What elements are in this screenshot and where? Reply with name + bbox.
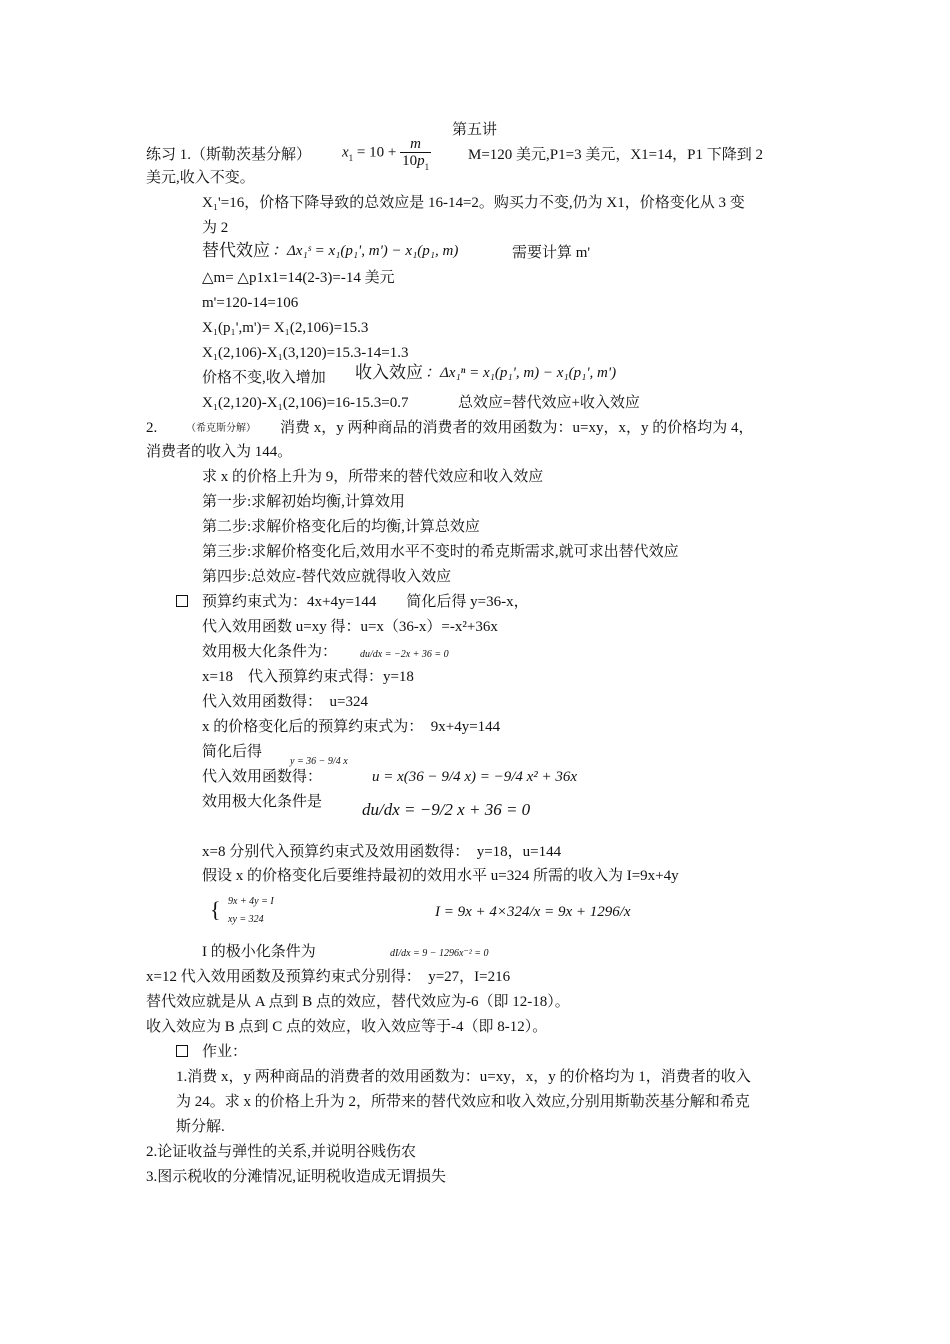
ex1-line-7: 价格不变,收入增加 [202, 370, 326, 386]
ex1-line-3: △m= △p1x1=14(2-3)=-14 美元 [202, 270, 395, 286]
ex1-label: 练习 1.（斯勒茨基分解） [146, 147, 312, 163]
checkbox-icon [176, 1042, 188, 1062]
income-result: 收入效应为 B 点到 C 点的效应，收入效应等于-4（即 8-12）。 [146, 1019, 548, 1035]
max-condition-label: 效用极大化条件为： [202, 644, 338, 660]
ex1-line-1: X₁'=16，价格下降导致的总效应是 16-14=2。购买力不变,仍为 X1，价格变化从 3 变 [202, 195, 745, 211]
ex1-formula: $x_1 = 10$ + $\frac{m}{10p_1}$ [342, 136, 430, 172]
step-3: 第三步:求解价格变化后,效用水平不变时的希克斯需求,就可求出替代效应 [202, 544, 679, 560]
step-4: 第四步:总效应-替代效应就得收入效应 [202, 569, 452, 585]
substitution-effect-formula: ：Δx₁ˢ = x₁(p₁', m') − x₁(p₁, m) [272, 243, 459, 259]
substitution-effect-note: 需要计算 m' [512, 245, 591, 261]
hicks-solution: x=12 代入效用函数及预算约束式分别得： y=27，I=216 [146, 969, 511, 985]
checkbox-icon [176, 592, 188, 612]
ex1-line-5: X₁(p₁',m')= X₁(2,106)=15.3 [202, 320, 369, 336]
income-function: I = 9x + 4×324/x = 9x + 1296/x [435, 904, 631, 920]
system-brace: { [210, 897, 221, 922]
ex2-line-1: 消费 x，y 两种商品的消费者的效用函数为：u=xy，x，y 的价格均为 4， [280, 420, 754, 436]
homework-1-line-3: 斯分解. [176, 1119, 225, 1135]
ex2-question: 求 x 的价格上升为 9，所带来的替代效应和收入效应 [202, 469, 544, 485]
income-effect-formula: ：Δx₁ⁿ = x₁(p₁', m) − x₁(p₁', m') [425, 365, 617, 381]
new-budget-line: x 的价格变化后的预算约束式为： 9x+4y=144 [202, 719, 501, 735]
new-max-condition-formula: du/dx = −9/2 x + 36 = 0 [362, 800, 531, 819]
income-effect-label: 收入效应 [355, 363, 423, 382]
ex1-line-2: 为 2 [202, 220, 229, 236]
step-1: 第一步:求解初始均衡,计算效用 [202, 494, 405, 510]
max-condition-formula: du/dx = −2x + 36 = 0 [360, 649, 449, 660]
ex1-line-4: m'=120-14=106 [202, 295, 299, 311]
page-title: 第五讲 [452, 122, 498, 138]
budget-line: 预算约束式为：4x+4y=144 简化后得 y=36-x， [202, 594, 529, 610]
homework-label: 作业： [202, 1044, 248, 1060]
min-condition-label: I 的极小化条件为 [202, 944, 316, 960]
new-max-condition-label: 效用极大化条件是 [202, 794, 323, 810]
step-2: 第二步:求解价格变化后的均衡,计算总效应 [202, 519, 480, 535]
ex1-given: M=120 美元,P1=3 美元，X1=14，P1 下降到 2 [468, 147, 763, 163]
homework-2: 2.论证收益与弹性的关系,并说明谷贱伤农 [146, 1144, 417, 1160]
homework-1-line-2: 为 24。求 x 的价格上升为 2，所带来的替代效应和收入效应,分别用斯勒茨基分解和希克 [176, 1094, 750, 1110]
ex2-line-2: 消费者的收入为 144。 [146, 444, 293, 460]
system-eq-1: 9x + 4y = I [228, 896, 274, 907]
initial-solution: x=18 代入预算约束式得：y=18 [202, 669, 414, 685]
utility-substitution: 代入效用函数 u=xy 得：u=x（36-x）=-x²+36x [202, 619, 498, 635]
simplified-formula: y = 36 − 9/4 x [290, 756, 348, 767]
ex1-line-6: X₁(2,106)-X₁(3,120)=15.3-14=1.3 [202, 345, 409, 361]
new-solution: x=8 分别代入预算约束式及效用函数得： y=18，u=144 [202, 844, 562, 860]
simplified-label: 简化后得 [202, 744, 263, 760]
initial-utility: 代入效用函数得： u=324 [202, 694, 368, 710]
homework-1-line-1: 1.消费 x，y 两种商品的消费者的效用函数为：u=xy，x，y 的价格均为 1，消费者的收入 [176, 1069, 751, 1085]
new-utility-label: 代入效用函数得： [202, 769, 323, 785]
min-condition-formula: dI/dx = 9 − 1296x⁻² = 0 [390, 948, 489, 959]
ex1-given-2: 美元,收入不变。 [146, 170, 255, 186]
ex2-number: 2. [146, 420, 158, 436]
new-utility-formula: u = x(36 − 9/4 x) = −9/4 x² + 36x [372, 769, 578, 785]
substitution-result: 替代效应就是从 A 点到 B 点的效应，替代效应为-6（即 12-18）。 [146, 994, 570, 1010]
system-eq-2: xy = 324 [228, 914, 264, 925]
compensated-income: 假设 x 的价格变化后要维持最初的效用水平 u=324 所需的收入为 I=9x+4y [202, 868, 679, 884]
homework-3: 3.图示税收的分滩情况,证明税收造成无谓损失 [146, 1169, 447, 1185]
ex1-line-8: X₁(2,120)-X₁(2,106)=16-15.3=0.7 [202, 395, 409, 411]
total-effect-note: 总效应=替代效应+收入效应 [458, 395, 640, 411]
substitution-effect-label: 替代效应 [202, 241, 270, 260]
ex2-tag: （希克斯分解） [186, 423, 256, 434]
